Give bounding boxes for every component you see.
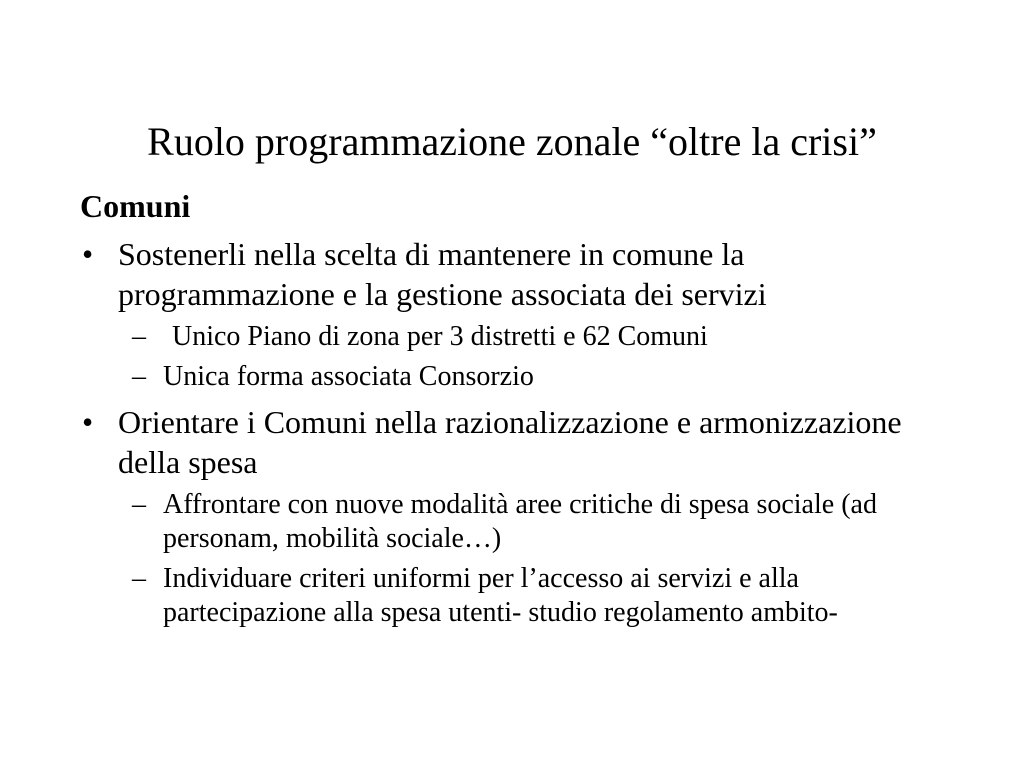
sub-bullet-item [80, 562, 960, 630]
bullet-item [80, 234, 960, 314]
sub-bullet-text: Unica forma associata Consorzio [163, 361, 534, 392]
sub-bullet-text: Unico Piano di zona per 3 distretti e 62 Comuni [172, 321, 708, 352]
sub-bullet-marker: – [132, 563, 146, 594]
bullet-item [80, 402, 960, 482]
slide-title: Ruolo programmazione zonale “oltre la crisi” [147, 119, 877, 164]
bullet-marker: • [82, 404, 94, 440]
sub-bullet-item [80, 320, 960, 354]
sub-bullet-marker: – [132, 361, 146, 392]
sub-bullet-item [80, 360, 960, 394]
sub-bullet-marker: – [132, 489, 146, 520]
sub-bullet-item [80, 488, 960, 556]
bullet-text: Sostenerli nella scelta di mantenere in comune la programmazione e la gestione associata dei servizi [118, 236, 767, 312]
bullet-text: Orientare i Comuni nella razionalizzazione e armonizzazione della spesa [118, 404, 902, 480]
bullet-marker: • [82, 236, 94, 272]
section-heading: Comuni [80, 188, 191, 224]
sub-bullet-marker: – [132, 321, 146, 352]
slide-body [80, 186, 960, 636]
sub-bullet-text: Affrontare con nuove modalità aree critiche di spesa sociale (ad personam, mobilità sociale…) [163, 489, 877, 554]
sub-bullet-text: Individuare criteri uniformi per l’accesso ai servizi e alla partecipazione alla spesa utenti- studio regolamento ambito- [163, 563, 838, 628]
